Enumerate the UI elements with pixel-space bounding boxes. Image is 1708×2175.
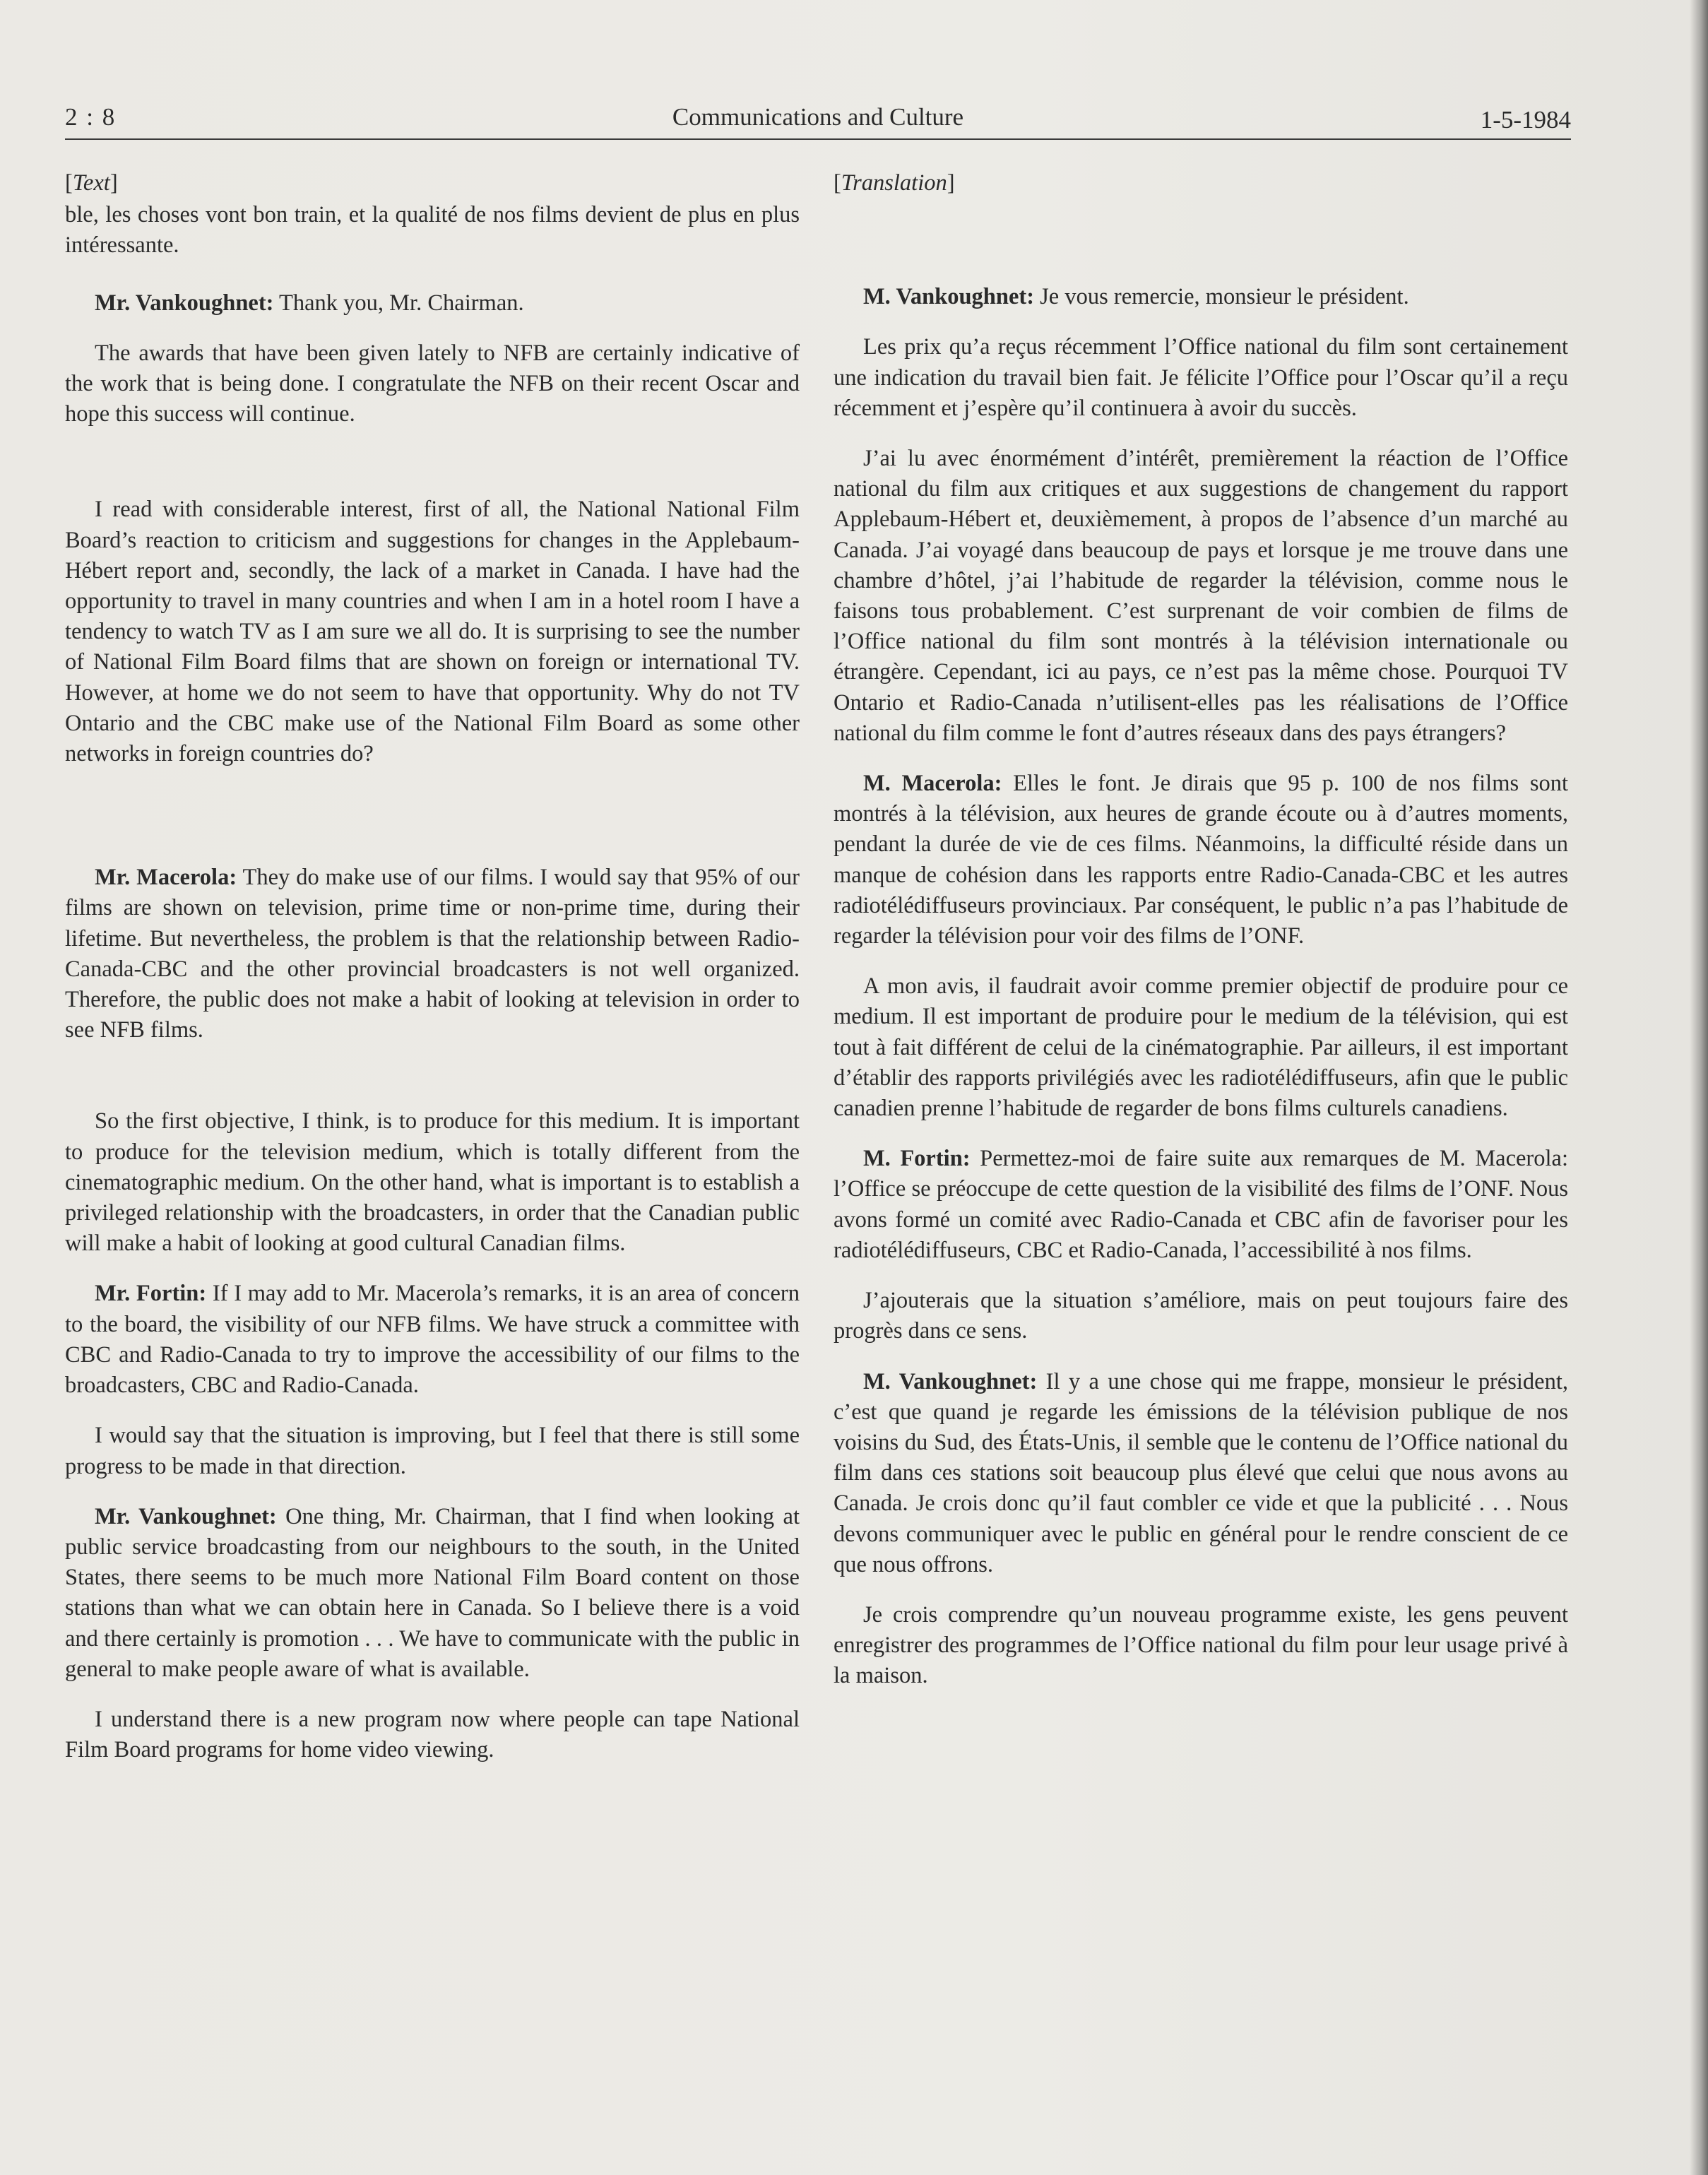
speaker-name: M. Fortin: <box>863 1146 971 1172</box>
paragraph: I read with considerable interest, first of all, the National National Film Board’s reaction to criticism and suggestions for changes in the Applebaum-Hébert report and, secondly, the lack of a market in Canada. I have had the opportunity to travel in many countries and when I am in a hotel room I have a tendency to watch TV as I am sure we all do. It is surprising to see the number of National Film Board films that are shown on foreign or international TV. However, at home we do not seem to have that opportunity. Why do not TV Ontario and the CBC make use of the National Film Board as some other networks in foreign countries do? <box>65 497 800 767</box>
speaker-name: Mr. Vankoughnet: <box>95 1503 277 1529</box>
speaker-name: M. Macerola: <box>863 771 1002 797</box>
issue-date: 1-5-1984 <box>1480 106 1571 134</box>
page-number: 2 : 8 <box>65 103 117 131</box>
paragraph: The awards that have been given lately to NFB are certainly indicative of the work that is being done. I congratulate the NFB on their recent Oscar and hope this success will continue. <box>65 340 800 427</box>
speaker-name: Mr. Fortin: <box>95 1281 207 1307</box>
text-column-french <box>834 168 1568 1692</box>
speaker-name: Mr. Vankoughnet: <box>95 290 274 316</box>
text-column-english <box>65 168 800 1765</box>
column-heading: [Text] <box>65 170 118 196</box>
speaker-name: Mr. Macerola: <box>95 865 237 891</box>
column-heading: [Translation] <box>834 170 955 196</box>
page-edge-shadow <box>1690 0 1708 2175</box>
paragraph: I would say that the situation is improving, but I feel that there is still some progress to be made in that direction. <box>65 1423 800 1479</box>
speaker-name: M. Vankoughnet: <box>863 1368 1038 1394</box>
paragraph: Les prix qu’a reçus récemment l’Office national du film sont certainement une indication du travail bien fait. Je félicite l’Office pour l’Oscar qu’il a reçu récemment et j’espère qu’il continuera à avoir du succès. <box>834 334 1568 421</box>
paragraph: Mr. Fortin: If I may add to Mr. Macerola’s remarks, it is an area of concern to the board, the visibility of our NFB films. We have struck a committee with CBC and Radio-Canada to try to improve the accessibility of our films to the broadcasters, CBC and Radio-Canada. <box>65 1281 800 1399</box>
page-header <box>65 99 1571 140</box>
paragraph: J’ajouterais que la situation s’améliore, mais on peut toujours faire des progrès dans ce sens. <box>834 1288 1568 1344</box>
paragraph: M. Macerola: Elles le font. Je dirais que 95 p. 100 de nos films sont montrés à la télévision, aux heures de grande écoute ou à d’autres moments, pendant la durée de vie de ces films. Néanmoins, la difficulté réside dans un manque de cohésion dans les rapports entre Radio-Canada-CBC et les autres radiotélédiffuseurs provinciaux. Par conséquent, le public n’a pas l’habitude de regarder la télévision pour voir des films de l’ONF. <box>834 771 1569 949</box>
paragraph: Mr. Macerola: They do make use of our films. I would say that 95% of our films are shown on television, prime time or non-prime time, during their lifetime. But nevertheless, the problem is that the relationship between Radio-Canada-CBC and the other provincial broadcasters is not well organized. Therefore, the public does not make a habit of looking at television in order to see NFB films. <box>65 865 800 1043</box>
paragraph: Mr. Vankoughnet: Thank you, Mr. Chairman. <box>95 290 524 316</box>
paragraph: J’ai lu avec énormément d’intérêt, premièrement la réaction de l’Office national du film aux critiques et aux suggestions de changement du rapport Applebaum-Hébert et, deuxièmement, à propos de l’absence d’un marché au Canada. J’ai voyagé dans beaucoup de pays et lorsque je me trouve dans une chambre d’hôtel, j’ai l’habitude de regarder la télévision, comme nous le faisons tous probablement. C’est surprenant de voir combien de films de l’Office national du film sont montrés à la télévision internationale ou étrangère. Cependant, ici au pays, ce n’est pas la même chose. Pourquoi TV Ontario et Radio-Canada n’utilisent-elles pas les réalisations de l’Office national du film comme le font d’autres réseaux dans des pays étrangers? <box>834 446 1568 746</box>
paragraph: Mr. Vankoughnet: One thing, Mr. Chairman, that I find when looking at public service broadcasting from our neighbours to the south, in the United States, there seems to be much more National Film Board content on those stations than what we can obtain here in Canada. So I believe there is a void and there certainly is promotion . . . We have to communicate with the public in general to make people aware of what is available. <box>65 1503 800 1682</box>
paragraph: M. Fortin: Permettez-moi de faire suite aux remarques de M. Macerola: l’Office se préoccupe de cette question de la visibilité des films de l’ONF. Nous avons formé un comité avec Radio-Canada et CBC afin de favoriser pour les radiotélédiffuseurs, CBC et Radio-Canada, l’accessibilité à nos films. <box>834 1146 1568 1263</box>
paragraph: M. Vankoughnet: Il y a une chose qui me frappe, monsieur le président, c’est que quand je regarde les émissions de la télévision publique de nos voisins du Sud, des États-Unis, il semble que le contenu de l’Office national du film dans ces stations soit beaucoup plus élevé que celui que nous avons au Canada. Je crois donc qu’il faut combler ce vide et que la publicité . . . Nous devons communiquer avec le public en général pour le rendre conscient de ce que nous offrons. <box>834 1368 1568 1577</box>
paragraph: ble, les choses vont bon train, et la qualité de nos films devient de plus en plus intéressante. <box>65 202 800 259</box>
journal-title: Communications and Culture <box>672 103 964 131</box>
paragraph: A mon avis, il faudrait avoir comme premier objectif de produire pour ce medium. Il est important de produire pour le medium de la télévision, qui est tout à fait différent de celui de la cinématographie. Par ailleurs, il est important d’établir des rapports privilégiés avec les radiotélédiffuseurs, afin que le public canadien prenne l’habitude de regarder de bons films culturels canadiens. <box>834 973 1568 1122</box>
paragraph: Je crois comprendre qu’un nouveau programme existe, les gens peuvent enregistrer des programmes de l’Office national du film pour leur usage privé à la maison. <box>834 1601 1568 1689</box>
speaker-name: M. Vankoughnet: <box>863 284 1035 310</box>
paragraph: M. Vankoughnet: Je vous remercie, monsieur le président. <box>863 284 1409 310</box>
paragraph: So the first objective, I think, is to produce for this medium. It is important to produce for the television medium, which is totally different from the cinematographic medium. On the other hand, what is important is to establish a privileged relationship with the broadcasters, in order that the Canadian public will make a habit of looking at good cultural Canadian films. <box>65 1108 800 1257</box>
paragraph: I understand there is a new program now where people can tape National Film Board programs for home video viewing. <box>65 1706 800 1763</box>
